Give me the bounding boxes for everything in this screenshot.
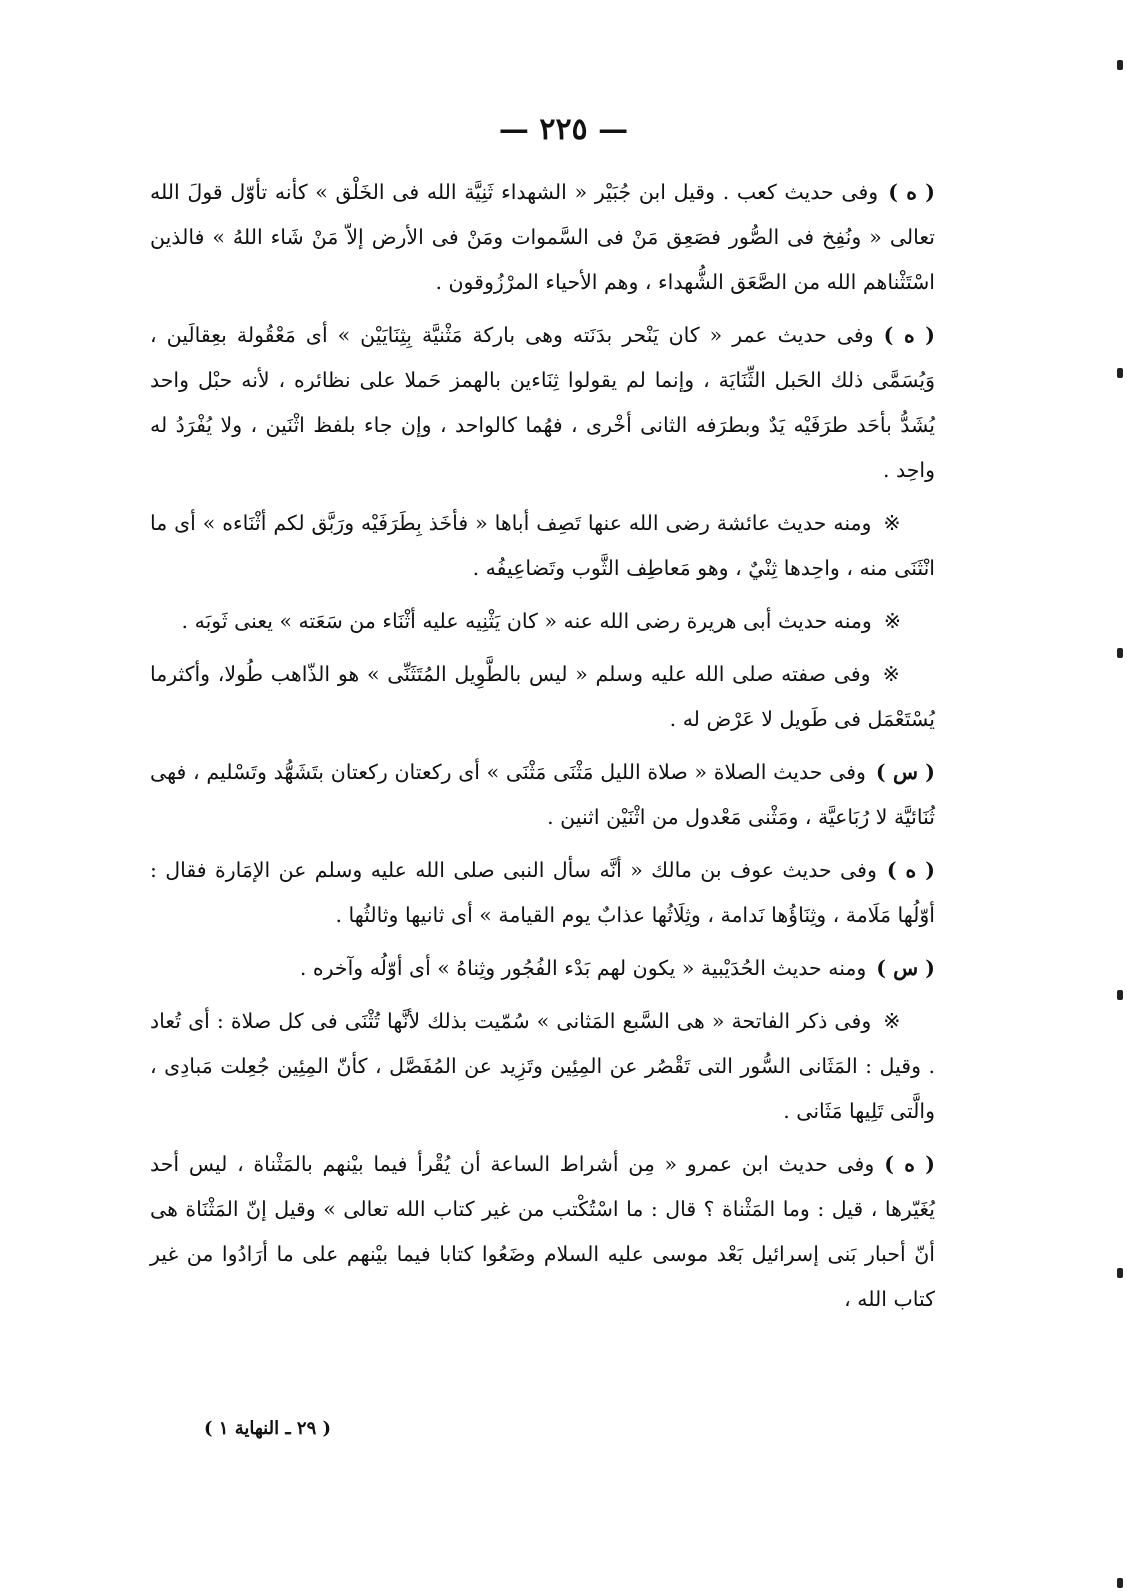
scan-edge-mark — [1117, 990, 1123, 1000]
paragraph-1 — [150, 170, 935, 305]
page-number: — ٢٢٥ — — [498, 112, 629, 147]
scan-edge-mark — [1117, 1268, 1123, 1278]
paragraph-text: وفى ذكر الفاتحة « هى السَّبع المَثانى » سُمّيت بذلك لأنَّها تُثْنَى فى كل صلاة : أى تُعاد . وقيل : المَثَانى السُّور التى تَقْصُر عن المِئِين وتَزِيد عن المُفَصَّل ، كأنّ المِئِين جُعِلت مَبادِى ، والَّتى تَلِيها مَثَانى . — [150, 1009, 935, 1123]
paragraph-text: وفى حديث كعب . وقيل ابن جُبَيْر « الشهداء ثَنِيَّة الله فى الخَلْق » كأنه تأوّل قولَ الله تعالى « ونُفِخ فى الصُّور فصَعِق مَنْ فى السَّموات ومَنْ فى الأرض إلاّ مَنْ شَاء اللهُ » فالذين اسْتَثْناهم الله من الصَّعَق الشُّهداء ، وهم الأحياء المرْزُوقون . — [150, 180, 935, 294]
source-tag: ( ه ) — [888, 180, 935, 204]
paragraph-8 — [150, 946, 935, 991]
source-tag: ( ه ) — [884, 1152, 935, 1176]
paragraph-text: ومنه حديث عائشة رضى الله عنها تَصِف أباها « فأخَذ بِطَرَفَيْه ورَبَّق لكم أثْنَاءه » أى ما انْثَنَى منه ، واحِدها ثِنْيٌ ، وهو مَعاطِف الثَّوب وتَضاعِيفُه . — [150, 511, 935, 580]
paragraph-text: وفى حديث عمر « كان يَنْحر بدَنَته وهى باركة مَثْنيَّة بِثِنَايَيْن » أى مَعْقُولة بعِقالَين ، وَيُسَمَّى ذلك الحَبل الثِّنَايَة ، وإنما لم يقولوا ثِنَاءين بالهمز حَملا على نظائره ، لأنه حبْل واحد يُشَدُّ بأحَد طرَفَيْه يَدٌ وبطرَفه الثانى أخْرى ، فهُما كالواحد ، وإن جاء بلفظ اثْنَين ، ولا يُفْرَدُ له واحِد . — [150, 323, 935, 482]
asterisk-mark: ※ — [883, 609, 901, 633]
signature-footer: ( ٢٩ ـ النهاية ١ ) — [204, 1418, 332, 1439]
source-tag: ( ه ) — [883, 323, 935, 347]
document-body — [150, 170, 935, 1330]
scan-edge-mark — [1117, 368, 1123, 378]
paragraph-4 — [150, 599, 935, 644]
paragraph-text: وفى حديث الصلاة « صلاة الليل مَثْنَى مَثْنَى » أى ركعتان ركعتان بتَشَهُّد وتَسْليم ، فهى ثُنَائيَّة لا رُبَاعيَّة ، ومَثْنى مَعْدول من اثْنَيْن اثنين . — [150, 760, 935, 829]
asterisk-mark: ※ — [883, 1009, 901, 1033]
paragraph-text: وفى حديث عوف بن مالك « أنَّه سأل النبى صلى الله عليه وسلم عن الإمَارة فقال : أوّلُها مَلَامة ، وثِنَاؤُها نَدامة ، وثِلَاثُها عذابٌ يوم القيامة » أى ثانيها وثالثُها . — [150, 858, 935, 927]
paragraph-text: وفى حديث ابن عمرو « مِن أشراط الساعة أن يُقْرأ فيما بيْنهم بالمَثْناة ، ليس أحد يُغَيّرها ، قيل : وما المَثْناة ؟ قال : ما اسْتُكْتب من غير كتاب الله تعالى » وقيل إنّ المَثْنَاة هى أنّ أحبار بَنى إسرائيل بَعْد موسى عليه السلام وضَعُوا كتابا فيما بيْنهم على ما أرَادُوا من غير كتاب الله ، — [150, 1152, 935, 1311]
paragraph-10 — [150, 1142, 935, 1322]
paragraph-6 — [150, 750, 935, 840]
source-tag: ( ه ) — [886, 858, 935, 882]
asterisk-mark: ※ — [882, 662, 901, 686]
source-tag: ( س ) — [875, 760, 935, 784]
paragraph-text: وفى صفته صلى الله عليه وسلم « ليس بالطَّوِيل المُتَثَنِّى » هو الذّاهب طُولا، وأكثرما يُسْتَعْمَل فى طَويل لا عَرْض له . — [150, 662, 935, 731]
source-tag: ( س ) — [876, 956, 935, 980]
scan-edge-mark — [1117, 648, 1123, 658]
scan-edge-mark — [1117, 1578, 1123, 1588]
paragraph-7 — [150, 848, 935, 938]
paragraph-text: ومنه حديث أبى هريرة رضى الله عنه « كان يَثْنِيه عليه أثْنَاء من سَعَته » يعنى ثَوبَه . — [181, 609, 872, 633]
paragraph-text: ومنه حديث الحُدَيْبية « يكون لهم بَدْء الفُجُور وثِناهُ » أى أوّلُه وآخره . — [299, 956, 867, 980]
paragraph-3 — [150, 501, 935, 591]
paragraph-2 — [150, 313, 935, 493]
paragraph-9 — [150, 999, 935, 1134]
paragraph-5 — [150, 652, 935, 742]
scan-edge-mark — [1117, 60, 1123, 70]
asterisk-mark: ※ — [883, 511, 901, 535]
